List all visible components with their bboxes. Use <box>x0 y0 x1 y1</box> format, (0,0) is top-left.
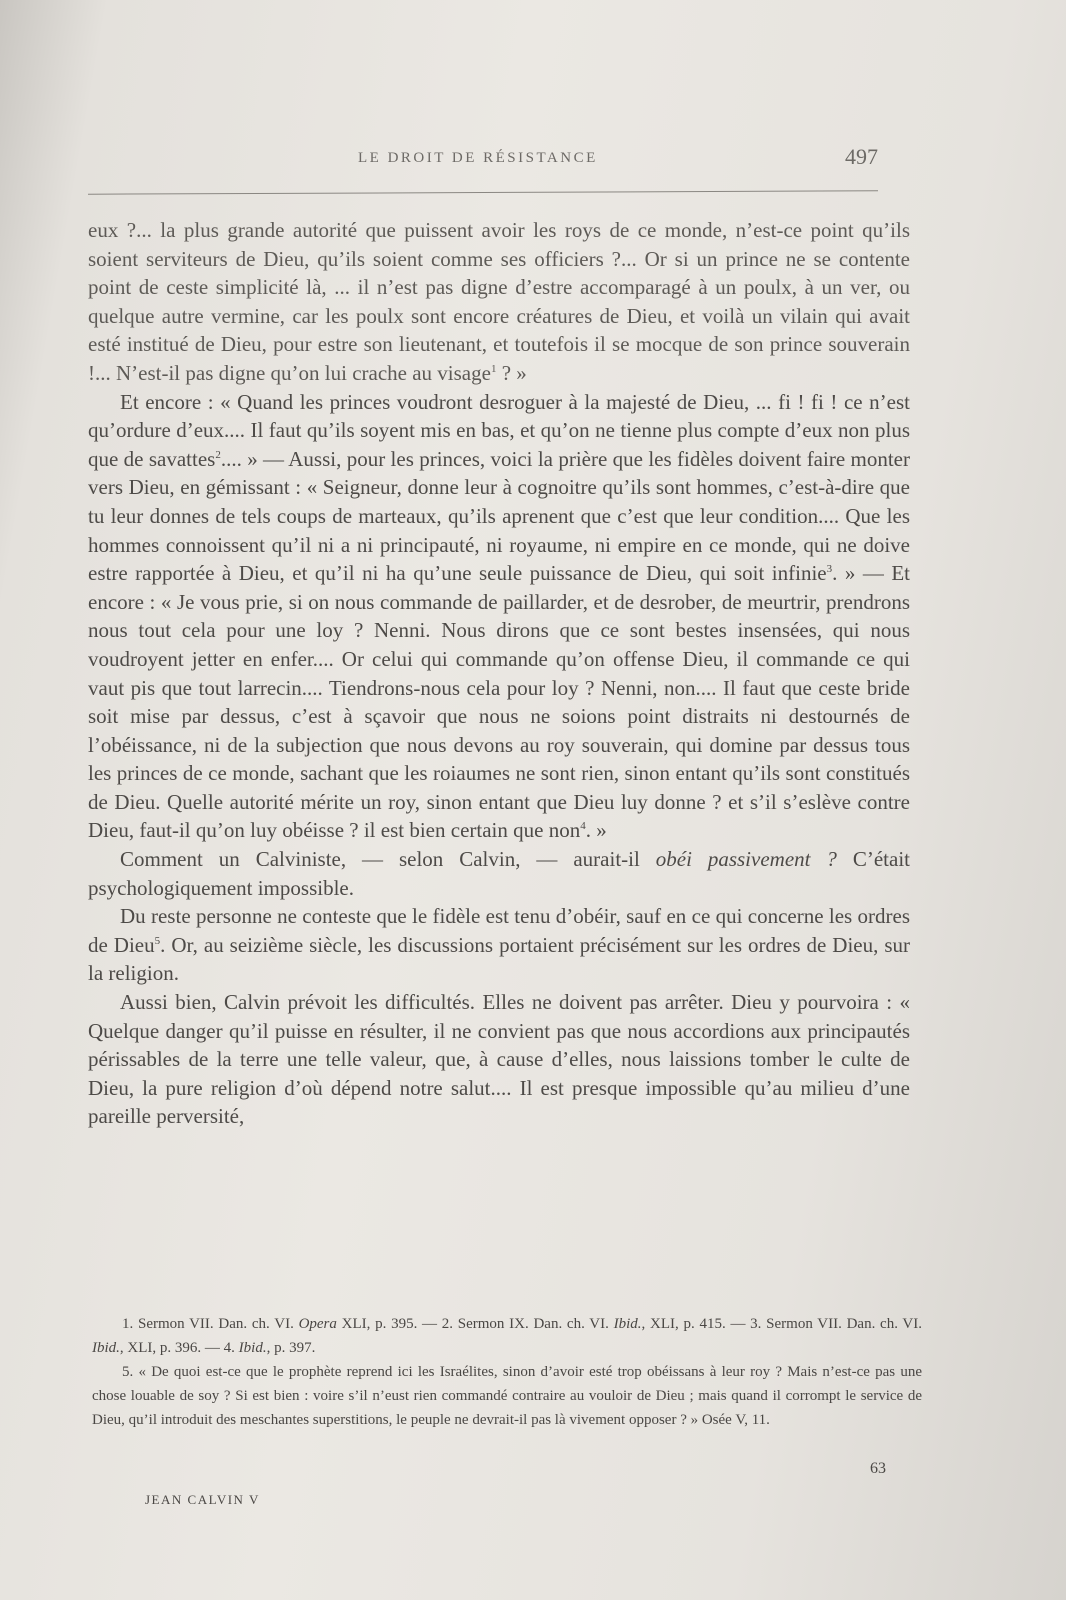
footnote-ref-1: 1 <box>490 362 497 375</box>
footnote-5: 5. « De quoi est-ce que le prophète reprend ici les Israélites, sinon d’avoir esté trop obéissans à leur roy ? Mais n’est-ce pas une chose louable de soy ? Si est bien : voire s’il n’eust rien commandé contraire au vouloir de Dieu ; mais quand il corrompt le service de Dieu, qu’il introduit des meschantes superstitions, le peuple ne devrait-il pas là vivement opposer ? » Osée V, 11. <box>92 1364 922 1428</box>
footnote-ref-2: 2 <box>215 448 221 461</box>
paragraph-5: Aussi bien, Calvin prévoit les difficultés. Elles ne doivent pas arrêter. Dieu y pourvoira : « Quelque danger qu’il puisse en résulter, il ne convient pas que nous accordions aux principautés périssables de la terre une telle valeur, que, à cause d’elles, nous laissions tomber le culte de Dieu, la pure religion d’où dépend notre salut.... Il est presque impossible qu’au milieu d’une pareille perversité, <box>88 990 910 1129</box>
footnote-ref-4: 4 <box>580 820 586 833</box>
paragraph-2: Et encore : « Quand les princes voudront desroguer à la majesté de Dieu, ... fi ! fi ! ce n’est qu’ordure d’eux.... Il faut qu’ils soyent mis en bas, et qu’on ne tienne plus compte d’eux non plus que de savattes$^2$.... » — Aussi, pour les princes, voici la prière que les fidèles doivent faire monter vers Dieu, en gémissant : « Seigneur, donne leur à cognoitre qu’ils sont hommes, c’est-à-dire que tu leur donnes de tels coups de marteaux, qu’ils aprenent que c’est que leur condition.... Que les hommes connoissent qu’il ni a ni principauté, ni royaume, ni empire en ce monde, qui ne doive estre rapportée à Dieu, et qu’il ni ha qu’une seule puissance de Dieu, qui soit infinie$^3$. » — Et encore : « Je vous prie, si on nous commande de paillarder, et de desrober, de meurtrir, prendrons nous tout cela pour une loy ? Nenni. Nous dirons que ce sont bestes insensées, qui nous voudroyent jetter en enfer.... Or celui qui commande qu’on offense Dieu, il commande ce qui vaut pis que tout larrecin.... Tiendrons-nous cela pour loy ? Nenni, non.... Il faut que ceste bride soit mise par dessus, c’est à sçavoir que nous ne soions point distraits ni destournés de l’obéissance, ni de la subjection que nous devons au roy souverain, qui domine par dessus tous les princes de ce monde, sachant que les roiaumes ne sont rien, sinon entant qu’ils sont constitués de Dieu. Quelle autorité mérite un roy, sinon entant que Dieu luy donne ? et s’il s’eslève contre Dieu, faut-il qu’on luy obéisse ? il est bien certain que non$^4$. » <box>88 389 910 843</box>
paragraph-3: Comment un Calviniste, — selon Calvin, — aurait-il obéi passivement ? C’était psychologiquement impossible. <box>88 847 911 900</box>
signature-number: 63 <box>870 1460 886 1477</box>
main-text <box>88 216 910 1131</box>
footnote-1-4: 1. Sermon VII. Dan. ch. VI. Opera XLI, p. 395. — 2. Sermon IX. Dan. ch. VI. Ibid., XLI, p. 415. — 3. Sermon VII. Dan. ch. VI. Ibid., XLI, p. 396. — 4. Ibid., p. 397. <box>92 1316 922 1356</box>
signature-mark: JEAN CALVIN V <box>145 1492 260 1507</box>
paragraph-4: Du reste personne ne conteste que le fidèle est tenu d’obéir, sauf en ce qui concerne les ordres de Dieu$^5$. Or, au seizième siècle, les discussions portaient précisément sur les ordres de Dieu, sur la religion. <box>88 904 910 986</box>
footnote-ref-3: 3 <box>826 563 833 576</box>
italic-phrase: obéi passivement ? <box>655 847 837 872</box>
header-rule <box>88 190 878 194</box>
paragraph-1: eux ?... la plus grande autorité que puissent avoir les roys de ce monde, n’est-ce point qu’ils soient serviteurs de Dieu, qu’ils soient comme ses officiers ?... Or si un prince ne se contente point de ceste simplicité là, ... il n’est pas digne d’estre accomparagé à un poulx, à un ver, ou quelque autre vermine, car les poulx sont encore créatures de Dieu, et voilà un vilain qui avait esté institué de Dieu, pour estre son lieutenant, et toutefois il se mocque de son prince souverain !... N’est-il pas digne qu’on lui crache au visage$^1$ ? » <box>88 218 910 385</box>
footnotes <box>92 1312 922 1432</box>
page-number: 497 <box>845 144 878 169</box>
page-header <box>88 140 878 190</box>
footnote-ref-5: 5 <box>154 934 161 947</box>
running-head: LE DROIT DE RÉSISTANCE <box>358 150 598 166</box>
